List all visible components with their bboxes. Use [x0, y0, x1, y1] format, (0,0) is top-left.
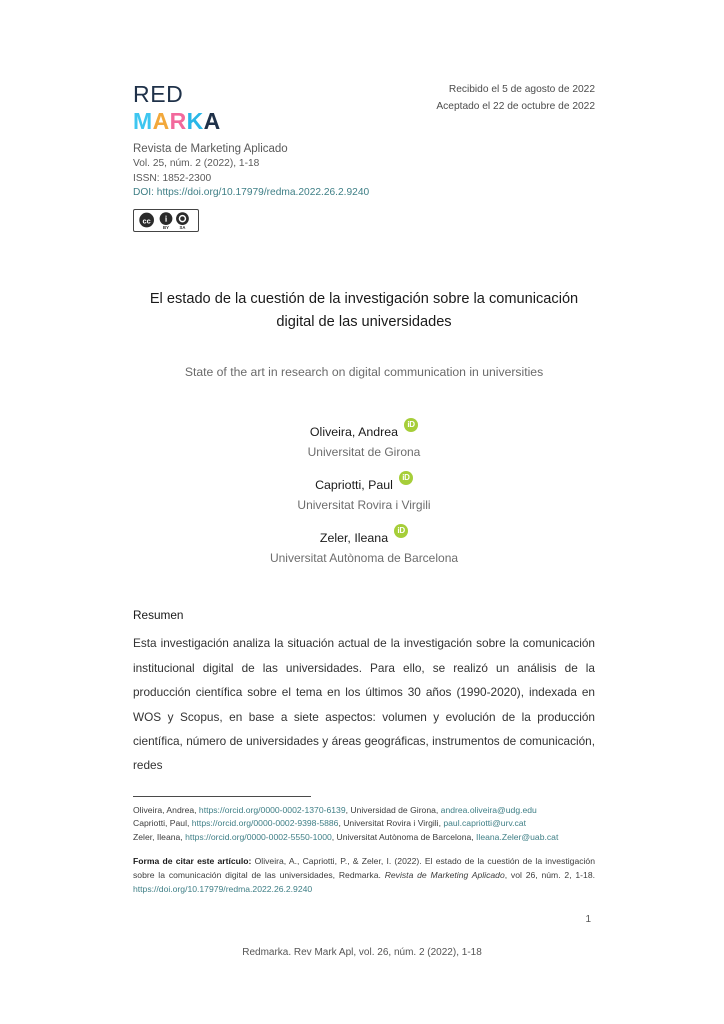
footnote-line-capriotti: [133, 817, 595, 831]
journal-subtitle: Revista de Marketing Aplicado: [133, 142, 288, 155]
footnote-name: Capriotti, Paul,: [133, 818, 192, 829]
masthead-dates: [419, 0, 595, 115]
author-name: [319, 526, 408, 546]
how-to-cite-text-a: Oliveira, A., Capriotti, P., & Zeler, I. (2022). El estado de la cuestión de la investigación sobre la comunicación digital de las universidades, Redmarka.: [133, 856, 595, 881]
journal-logo-letter-3: K: [186, 107, 204, 134]
article-title-english: State of the art in research on digital communication in universities: [184, 365, 544, 380]
footnote-affiliation: , Universitat Autònoma de Barcelona,: [331, 831, 477, 842]
journal-logo-letter-1: A: [152, 107, 170, 134]
received-date: Recibido el 5 de agosto de 2022: [448, 84, 595, 95]
footnote-orcid-link[interactable]: https://orcid.org/0000-0002-9398-5886: [191, 818, 339, 829]
orcid-icon[interactable]: iD: [394, 524, 408, 538]
svg-text:i: i: [164, 214, 168, 224]
journal-issn: ISSN: 1852-2300: [133, 172, 212, 184]
author-name: [309, 420, 418, 440]
author-name-text: Oliveira, Andrea: [309, 425, 399, 440]
page-footer: Redmarka. Rev Mark Apl, vol. 26, núm. 2 (2022), 1-18: [242, 947, 482, 958]
author-affiliation: Universitat Rovira i Virgili: [297, 498, 431, 513]
journal-logo-marka: [133, 108, 419, 135]
journal-logo-letter-0: M: [133, 107, 153, 134]
footnote-line-zeler: [133, 831, 595, 845]
journal-logo-red: RED: [133, 81, 184, 107]
svg-text:SA: SA: [179, 224, 186, 230]
article-title-spanish: El estado de la cuestión de la investigación sobre la comunicación digital de las universidades: [149, 290, 579, 331]
author-name-text: Capriotti, Paul: [315, 478, 393, 493]
footnote-email-link[interactable]: andrea.oliveira@udg.edu: [440, 804, 537, 815]
footnote-name: Oliveira, Andrea,: [133, 804, 199, 815]
author-affiliation: Universitat Autònoma de Barcelona: [269, 551, 459, 566]
how-to-cite-journal: Revista de Marketing Aplicado: [384, 870, 505, 881]
footnote-orcid-link[interactable]: https://orcid.org/0000-0002-5550-1000: [185, 831, 332, 842]
footnote-affiliation: , Universidad de Girona,: [345, 804, 441, 815]
footnote-affiliation: , Universitat Rovira i Virgili,: [338, 818, 444, 829]
footnote-orcid-link[interactable]: https://orcid.org/0000-0002-1370-6139: [198, 804, 346, 815]
author-list: [133, 420, 595, 566]
orcid-icon[interactable]: iD: [404, 418, 418, 432]
author-entry: [133, 473, 595, 513]
journal-doi-link[interactable]: DOI: https://doi.org/10.17979/redma.2022.26.2.9240: [133, 187, 370, 199]
svg-text:cc: cc: [142, 216, 151, 226]
author-entry: [133, 420, 595, 460]
author-footnotes: [133, 804, 595, 845]
footnote-email-link[interactable]: Ileana.Zeler@uab.cat: [476, 831, 559, 842]
footnote-line-oliveira: [133, 804, 595, 818]
author-name: [315, 473, 413, 493]
accepted-date: Aceptado el 22 de octubre de 2022: [436, 100, 595, 112]
abstract-heading: Resumen: [133, 608, 184, 623]
author-name-text: Zeler, Ileana: [319, 531, 389, 546]
page-content: [133, 0, 595, 897]
svg-text:BY: BY: [163, 224, 169, 230]
journal-volume: Vol. 25, núm. 2 (2022), 1-18: [133, 158, 260, 170]
how-to-cite-text-b: , vol 26, núm. 2, 1-18.: [504, 870, 595, 881]
author-affiliation: Universitat de Girona: [307, 445, 421, 460]
how-to-cite-block: [133, 855, 595, 896]
journal-logo-letter-2: R: [169, 107, 187, 134]
footnote-divider: [133, 796, 311, 797]
creative-commons-license-icon[interactable]: [133, 209, 199, 232]
footnote-email-link[interactable]: paul.capriotti@urv.cat: [443, 818, 526, 829]
journal-logo-letter-4: A: [203, 107, 221, 134]
masthead: [133, 0, 595, 232]
masthead-left: [133, 0, 419, 232]
how-to-cite-doi-link[interactable]: https://doi.org/10.17979/redma.2022.26.2.9240: [133, 883, 313, 894]
footnote-name: Zeler, Ileana,: [133, 831, 186, 842]
page-number: 1: [585, 914, 591, 925]
how-to-cite-label: Forma de citar este artículo:: [133, 856, 252, 867]
orcid-icon[interactable]: iD: [399, 471, 413, 485]
abstract-body: Esta investigación analiza la situación actual de la investigación sobre la comunicación institucional digital de las universidades. Para ello, se realizó un análisis de la producción científica sobre el tema en los últimos 30 años (1990-2020), indexada en WOS y Scopus, en base a siete aspectos: volumen y evolución de la producción científica, número de universidades y áreas geográficas, instrumentos de comunicación, redes: [133, 636, 595, 773]
author-entry: [133, 526, 595, 566]
abstract-section: [133, 608, 595, 777]
